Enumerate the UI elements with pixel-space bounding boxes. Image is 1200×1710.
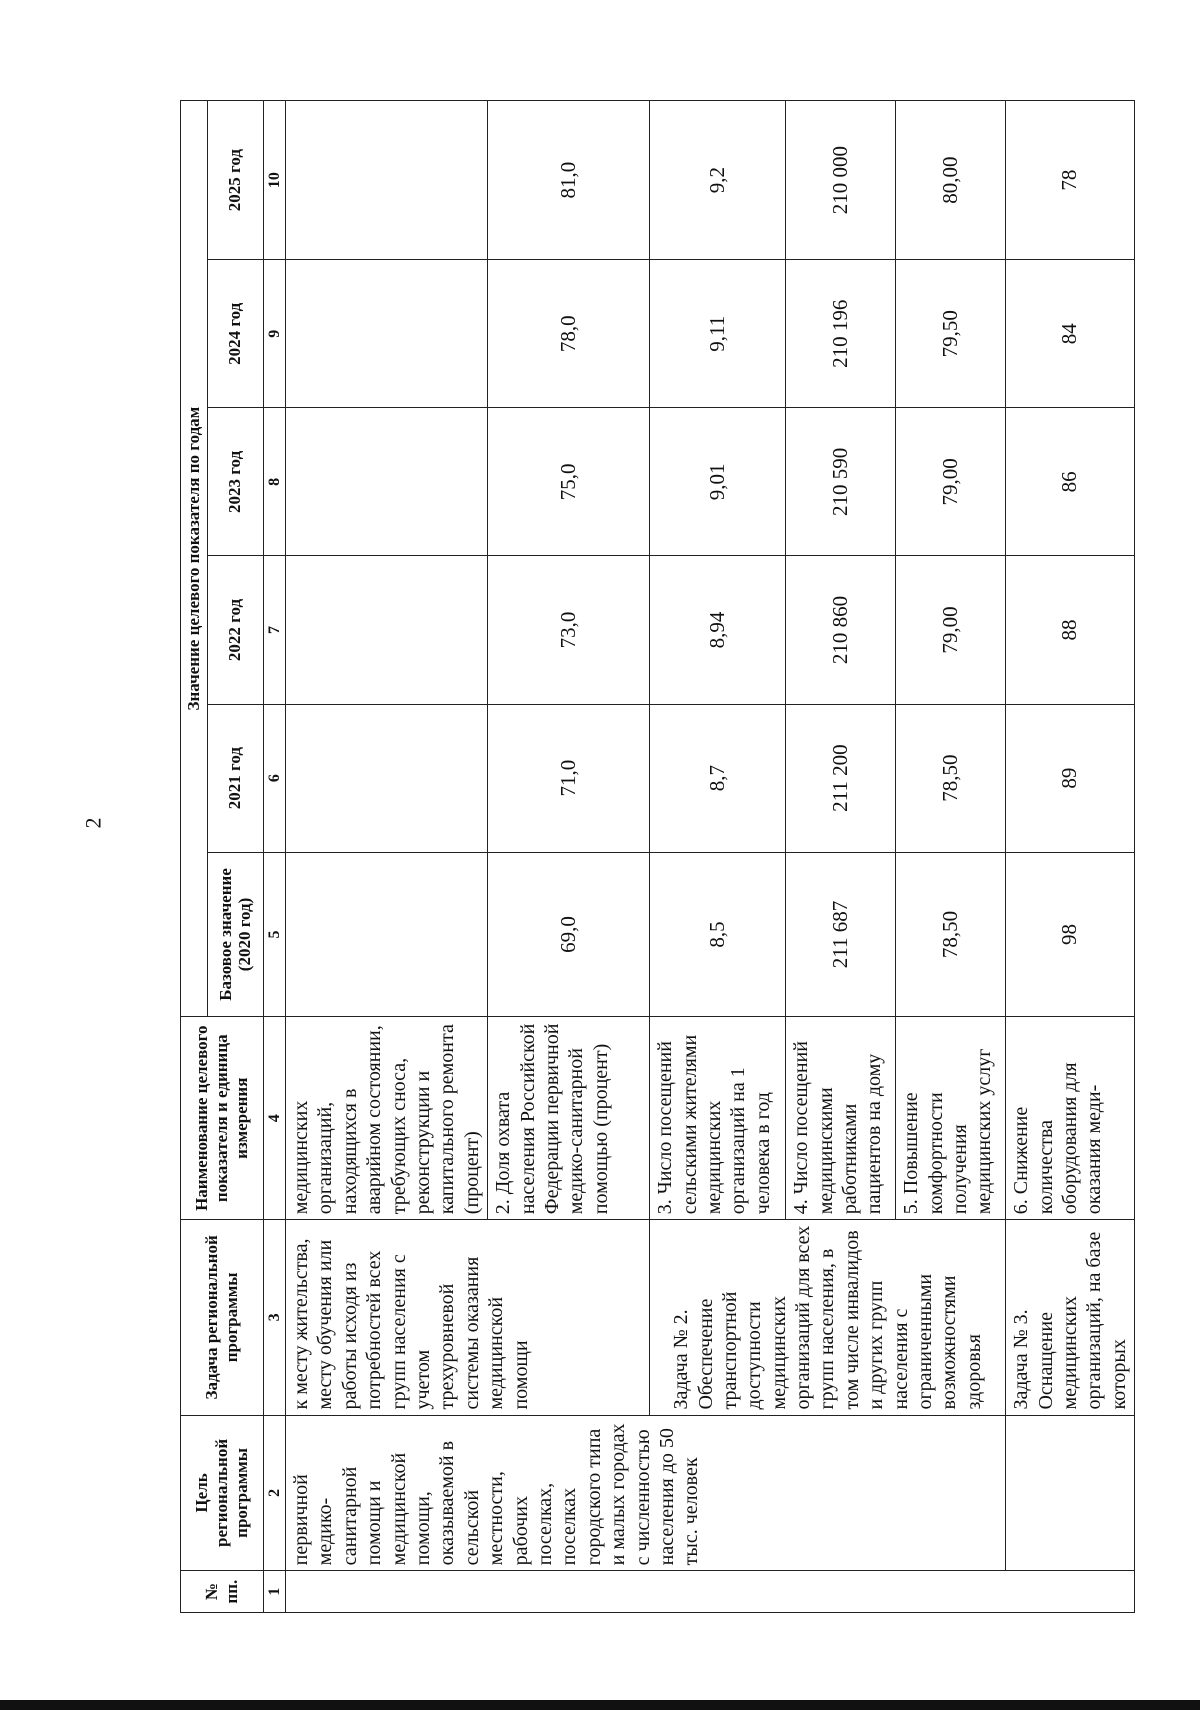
value-cell: 73,0 [488,556,650,704]
page-number: 2 [80,817,106,829]
col-number: 9 [263,260,286,408]
header-2021: 2021 год [207,704,263,852]
col-number: 5 [263,852,286,1017]
col-number: 4 [263,1017,286,1220]
value-cell: 75,0 [488,408,650,556]
value-cell: 79,00 [896,408,1006,556]
col-number: 6 [263,704,286,852]
table-row [650,101,786,1613]
value-cell: 84 [1006,260,1135,408]
indicator-cell: 2. Доля охвата населения Российской Федерации первичной медико-санитарной помощью (процент) [488,1017,650,1220]
rotated-table-wrapper [180,100,1130,1613]
task1-cell: к месту жительства, месту обучения или работы исходя из потребностей всех групп населения с учетом трехуровневой системы оказания медицинской помощи [286,1220,650,1415]
value-cell: 8,5 [650,852,786,1017]
col-number: 3 [263,1220,286,1415]
value-cell: 86 [1006,408,1135,556]
value-cell [286,556,488,704]
value-cell: 9,01 [650,408,786,556]
header-2023: 2023 год [207,408,263,556]
value-cell: 78 [1006,101,1135,260]
value-cell [286,704,488,852]
task3-cell: Задача № 3. Оснащение медицинских организаций, на базе которых [1006,1220,1135,1415]
value-cell: 210 000 [786,101,896,260]
value-cell: 78,50 [896,852,1006,1017]
value-cell: 88 [1006,556,1135,704]
indicator-cell: 4. Число посещений медицинскими работниками пациентов на дому [786,1017,896,1220]
value-cell: 79,50 [896,260,1006,408]
value-cell: 211 200 [786,704,896,852]
value-cell [286,408,488,556]
header-2022: 2022 год [207,556,263,704]
table-row [286,101,488,1613]
table-row [1006,101,1135,1613]
header-indicator: Наименование целевого показателя и единица измерения [181,1017,264,1220]
value-cell: 210 590 [786,408,896,556]
col-number: 2 [263,1415,286,1571]
value-cell: 211 687 [786,852,896,1017]
header-base: Базовое значение (2020 год) [207,852,263,1017]
header-goal: Цель региональной программы [181,1415,264,1571]
task2-cell: Задача № 2. Обеспечение транспортной доступности медицинских организаций для всех групп населения, в том числе инвалидов и других групп населения с ограниченными возможностями здоровья [650,1220,1006,1415]
scan-bottom-edge [0,1700,1200,1710]
value-cell: 69,0 [488,852,650,1017]
row-no-cell [286,1571,1135,1613]
header-task: Задача региональной программы [181,1220,264,1415]
value-cell: 210 860 [786,556,896,704]
value-cell: 78,50 [896,704,1006,852]
value-cell [286,101,488,260]
col-number: 10 [263,101,286,260]
indicator-cell: медицинских организаций, находящихся в аварийном состоянии, требующих сноса, реконструкции и капитального ремонта (процент) [286,1017,488,1220]
header-2025: 2025 год [207,101,263,260]
value-cell: 71,0 [488,704,650,852]
indicator-cell: 6. Снижение количества оборудования для оказания меди- [1006,1017,1135,1220]
goal-cell: первичной медико-санитарной помощи и медицинской помощи, оказываемой в сельской местности, рабочих поселках, поселках городского типа и малых городах с численностью населения до 50 тыс. человек [286,1415,1006,1571]
value-cell: 79,00 [896,556,1006,704]
col-number: 7 [263,556,286,704]
value-cell: 210 196 [786,260,896,408]
value-cell: 8,94 [650,556,786,704]
goal-cell-continued [1006,1415,1135,1571]
indicators-table [180,100,1135,1613]
indicator-cell: 3. Число посещений сельскими жителями медицинских организаций на 1 человека в год [650,1017,786,1220]
value-cell [286,260,488,408]
value-cell: 80,00 [896,101,1006,260]
value-cell: 8,7 [650,704,786,852]
value-cell: 98 [1006,852,1135,1017]
header-no: № пп. [181,1571,264,1613]
value-cell: 81,0 [488,101,650,260]
value-cell: 89 [1006,704,1135,852]
value-cell: 78,0 [488,260,650,408]
col-number: 1 [263,1571,286,1613]
header-values-group: Значение целевого показателя по годам [181,101,208,1017]
header-2024: 2024 год [207,260,263,408]
value-cell [286,852,488,1017]
indicator-cell: 5. Повышение комфортности получения медицинских услуг [896,1017,1006,1220]
col-number: 8 [263,408,286,556]
value-cell: 9,11 [650,260,786,408]
value-cell: 9,2 [650,101,786,260]
